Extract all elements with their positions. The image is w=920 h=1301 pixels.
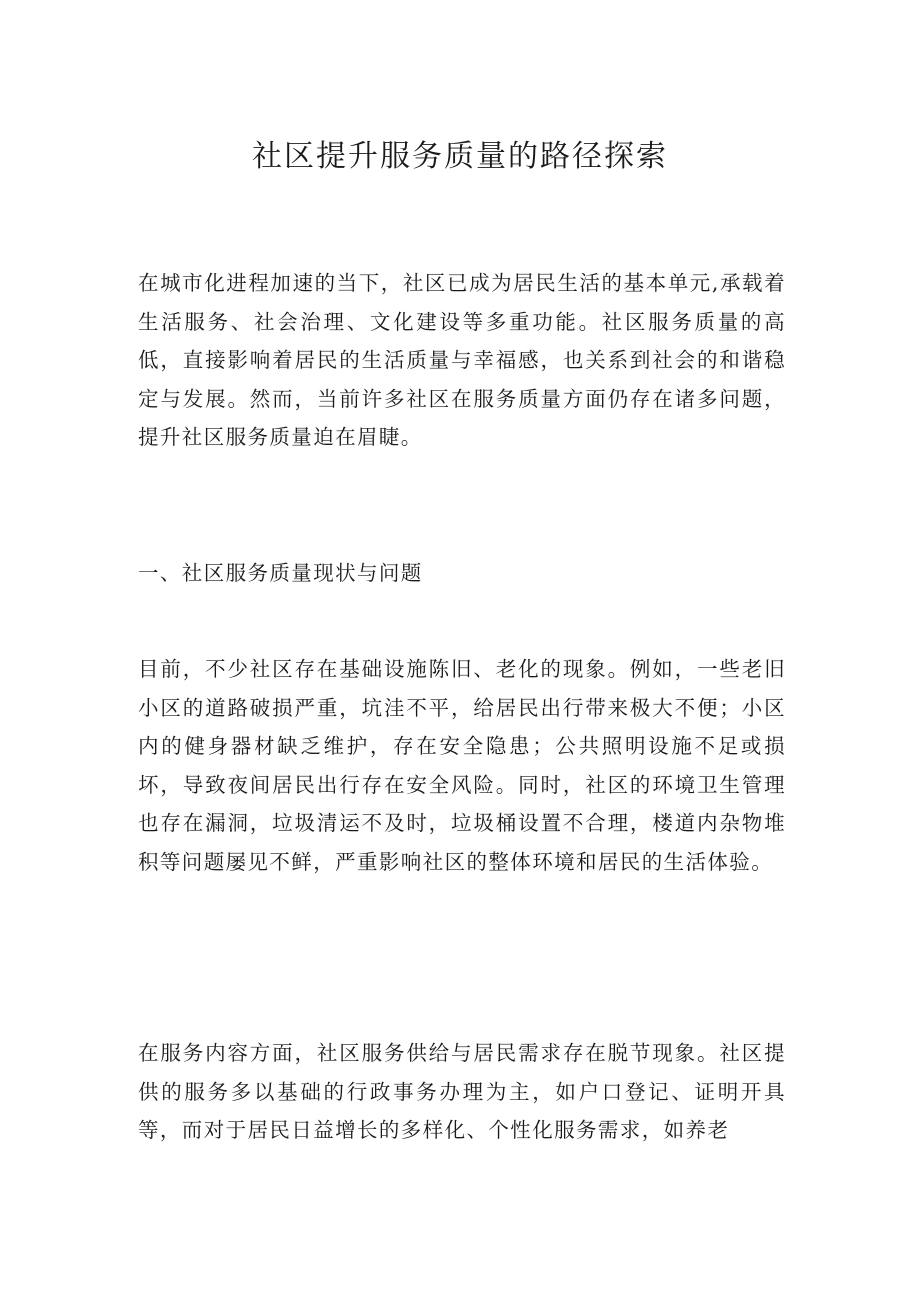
intro-paragraph: 在城市化进程加速的当下，社区已成为居民生活的基本单元,承载着生活服务、社会治理、文化建设等多重功能。社区服务质量的高低，直接影响着居民的生活质量与幸福感，也关系到社会的和谐稳定与发展。然而，当前许多社区在服务质量方面仍存在诸多问题，提升社区服务质量迫在眉睫。 [138, 271, 786, 450]
section-heading-1: 一、社区服务质量现状与问题 [138, 561, 423, 585]
document-title: 社区提升服务质量的路径探索 [252, 139, 668, 174]
body-paragraph-service-content: 在服务内容方面，社区服务供给与居民需求存在脱节现象。社区提供的服务多以基础的行政事务办理为主，如户口登记、证明开具等，而对于居民日益增长的多样化、个性化服务需求，如养老 [138, 1041, 786, 1143]
body-paragraph-infrastructure: 目前，不少社区存在基础设施陈旧、老化的现象。例如，一些老旧小区的道路破损严重，坑洼不平，给居民出行带来极大不便；小区内的健身器材缺乏维护，存在安全隐患；公共照明设施不足或损坏，导致夜间居民出行存在安全风险。同时，社区的环境卫生管理也存在漏洞，垃圾清运不及时，垃圾桶设置不合理，楼道内杂物堆积等问题屡见不鲜，严重影响社区的整体环境和居民的生活体验。 [138, 657, 786, 874]
